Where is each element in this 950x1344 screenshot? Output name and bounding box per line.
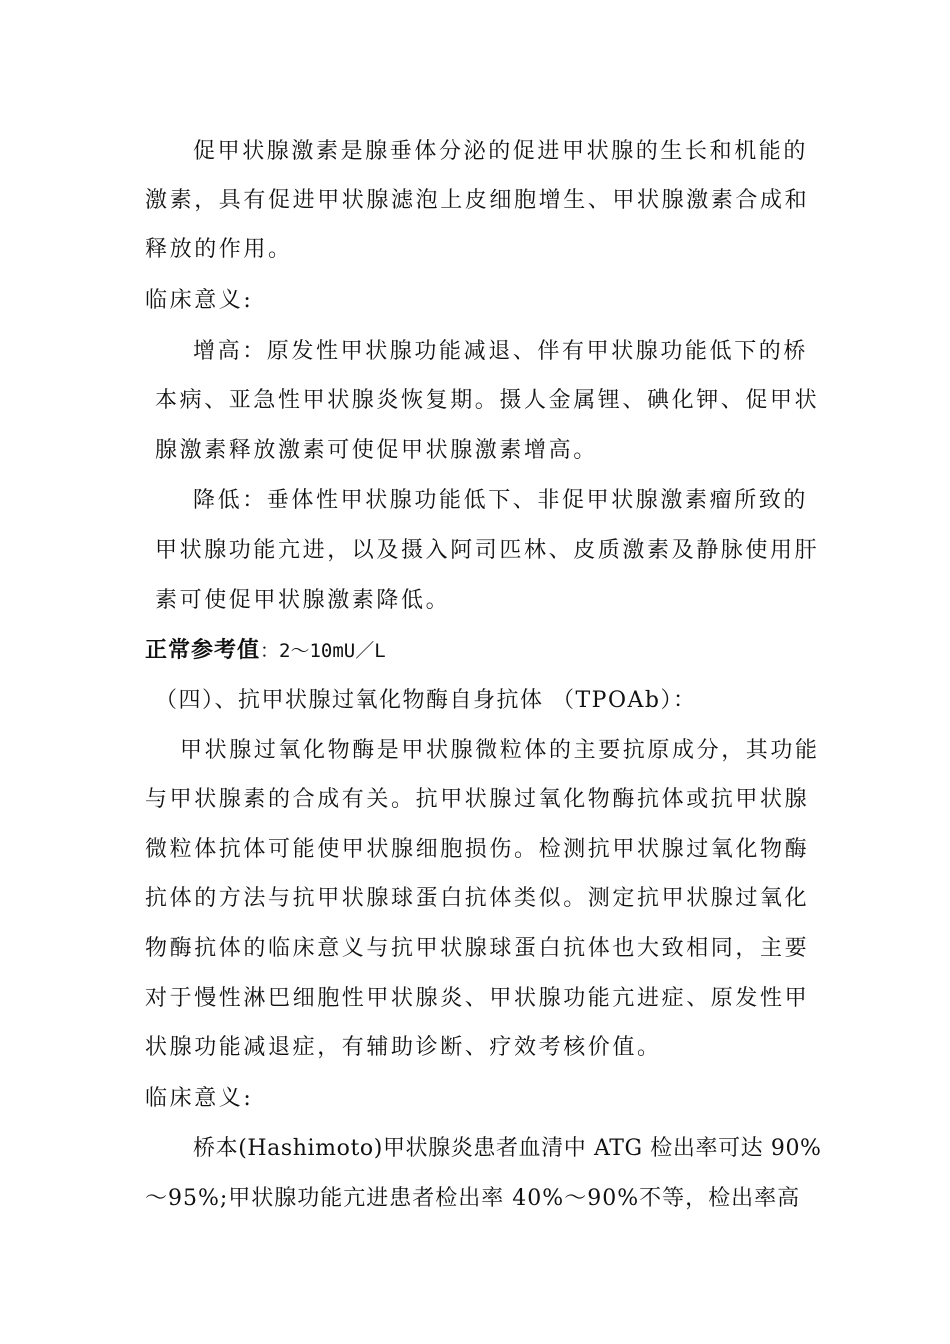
paragraph-line: 素可使促甲状腺激素降低。 — [155, 588, 451, 613]
paragraph-line: 促甲状腺激素是腺垂体分泌的促进甲状腺的生长和机能的 — [193, 139, 809, 164]
reference-label: 正常参考值 — [145, 638, 261, 663]
section-label: 临床意义: — [145, 1086, 254, 1111]
paragraph-line: 腺激素释放激素可使促甲状腺激素增高。 — [155, 438, 598, 463]
paragraph-line: 甲状腺过氧化物酶是甲状腺微粒体的主要抗原成分，其功能 — [180, 738, 820, 763]
paragraph-line: 抗体的方法与抗甲状腺球蛋白抗体类似。测定抗甲状腺过氧化 — [145, 886, 810, 911]
section-heading: （四）、抗甲状腺过氧化物酶自身抗体 （TPOAb）： — [155, 688, 697, 713]
paragraph-line: 本病、亚急性甲状腺炎恢复期。摄人金属锂、碘化钾、促甲状 — [155, 388, 820, 413]
paragraph-line: 增高：原发性甲状腺功能减退、伴有甲状腺功能低下的桥 — [193, 339, 809, 364]
paragraph-line: 甲状腺功能亢进，以及摄入阿司匹林、皮质激素及静脉使用肝 — [155, 538, 820, 563]
reference-value: ：2～10mU／L — [260, 640, 386, 662]
paragraph-line: 桥本(Hashimoto)甲状腺炎患者血清中 ATG 检出率可达 90% — [193, 1136, 822, 1161]
paragraph-line: 与甲状腺素的合成有关。抗甲状腺过氧化物酶抗体或抗甲状腺 — [145, 787, 810, 812]
paragraph-line: 物酶抗体的临床意义与抗甲状腺球蛋白抗体也大致相同，主要 — [145, 936, 810, 961]
paragraph-line: 降低：垂体性甲状腺功能低下、非促甲状腺激素瘤所致的 — [193, 488, 809, 513]
section-label: 临床意义: — [145, 288, 254, 313]
paragraph-line: 激素，具有促进甲状腺滤泡上皮细胞增生、甲状腺激素合成和 — [145, 188, 810, 213]
paragraph-line: 微粒体抗体可能使甲状腺细胞损伤。检测抗甲状腺过氧化物酶 — [145, 837, 810, 862]
paragraph-line: 对于慢性淋巴细胞性甲状腺炎、甲状腺功能亢进症、原发性甲 — [145, 986, 810, 1011]
paragraph-line: 释放的作用。 — [145, 237, 293, 262]
paragraph-line: 状腺功能减退症，有辅助诊断、疗效考核价值。 — [145, 1035, 662, 1060]
paragraph-line: ～95%;甲状腺功能亢进患者检出率 40%～90%不等，检出率高 — [145, 1186, 801, 1211]
reference-value-line — [145, 636, 386, 666]
